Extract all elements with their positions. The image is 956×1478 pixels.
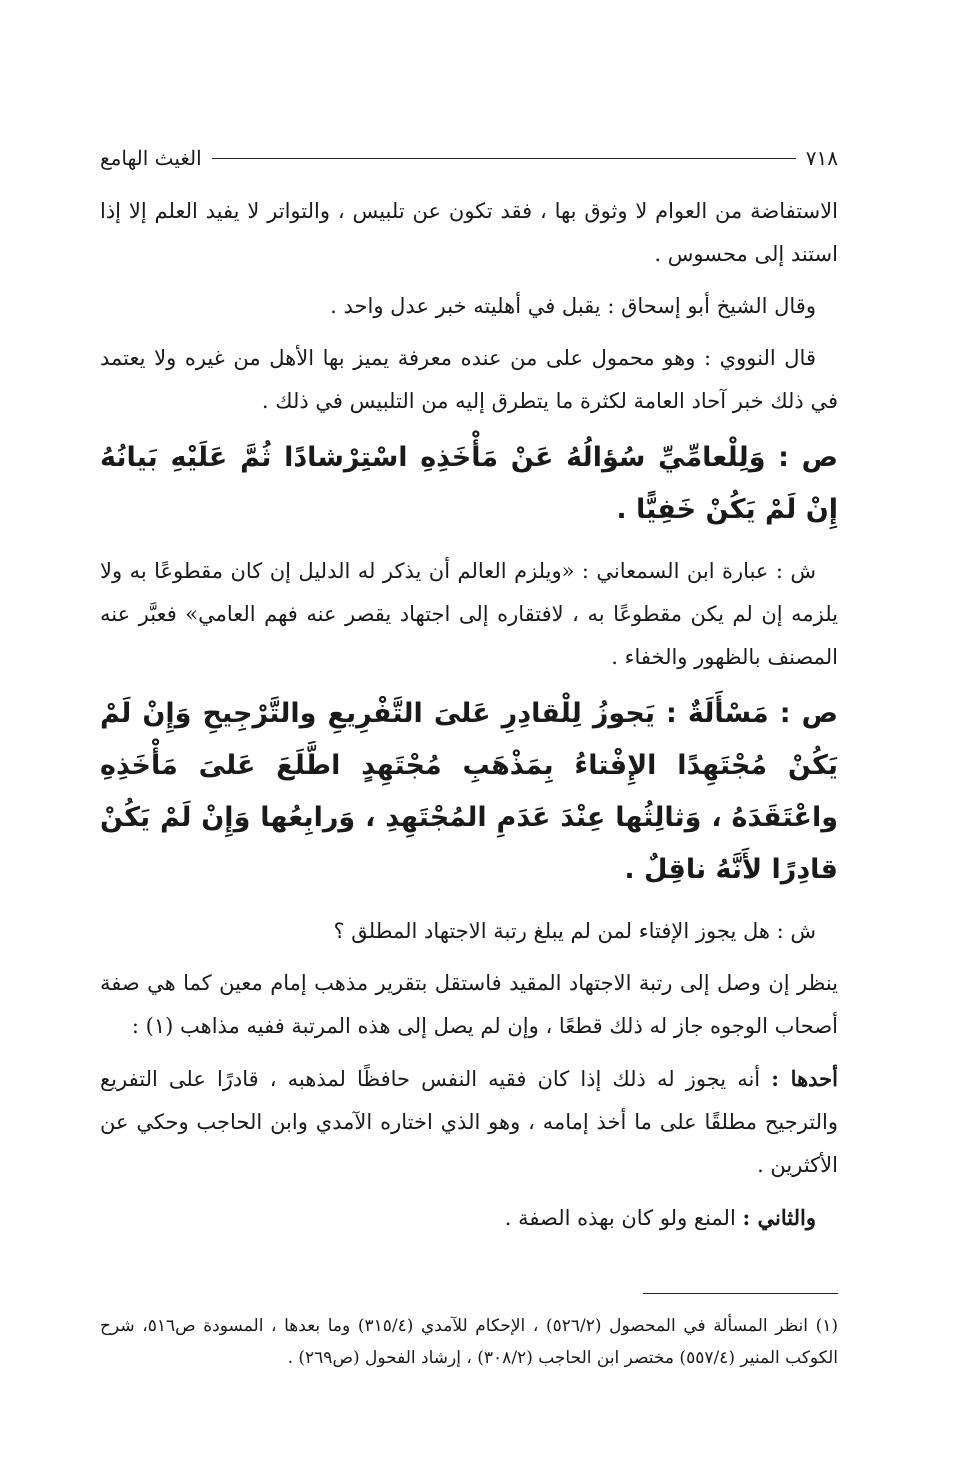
matn-text-1: ص : وَلِلْعامِّيِّ سُؤالُهُ عَنْ مَأْخَذِهِ اسْتِرْشادًا ثُمَّ عَلَيْهِ بَيانُهُ إِنْ لَمْ يَكُنْ خَفِيًّا . <box>100 442 838 525</box>
footnote-1: (١) انظر المسألة في المحصول (٥٢٦/٢) ، الإحكام للآمدي (٣١٥/٤) وما بعدها ، المسودة ص٥١٦، شرح الكوكب المنير (٥٥٧/٤) مختصر ابن الحاجب (٣٠٨/٢) ، إرشاد الفحول (ص٢٦٩) . <box>100 1316 839 1368</box>
first-opinion-text: أنه يجوز له ذلك إذا كان فقيه النفس حافظًا لمذهبه ، قادرًا على التفريع والترجيح مطلقًا على ما أخذ إمامه ، وهو الذي اختاره الآمدي وابن الحاجب وحكي عن الأكثرين . <box>100 1067 838 1177</box>
matn-text-2: ص : مَسْأَلَةٌ : يَجوزُ لِلْقادِرِ عَلىَ التَّفْرِيعِ والتَّرْجِيحِ وَإِنْ لَمْ يَكُنْ مُجْتَهِدًا الإِفْتاءُ بِمَذْهَبِ مُجْتَهِدٍ اطَّلَعَ عَلىَ مَأْخَذِهِ واعْتَقَدَهُ ، وَثالِثُها عِنْدَ عَدَمِ المُجْتَهِدِ ، وَرابِعُها وَإِنْ لَمْ يَكُنْ قادِرًا لأَنَّهُ ناقِلٌ . <box>100 698 838 885</box>
footnote-separator <box>643 1293 838 1294</box>
paragraph-continuation: الاستفاضة من العوام لا وثوق بها ، فقد تكون عن تلبيس ، والتواتر لا يفيد العلم إلا إذا استند إلى محسوس . <box>100 199 838 266</box>
first-opinion-label: أحدها : <box>771 1066 838 1091</box>
commentary-question: ش : هل يجوز الإفتاء لمن لم يبلغ رتبة الاجتهاد المطلق ؟ <box>333 919 816 943</box>
book-title: الغيث الهامع <box>100 146 202 170</box>
header-rule <box>212 158 796 159</box>
footnotes <box>100 1310 838 1374</box>
paragraph-opinions-intro: ينظر إن وصل إلى رتبة الاجتهاد المقيد فاستقل بتقرير مذهب إمام معين كما هي صفة أصحاب الوجوه جاز له ذلك قطعًا ، وإن لم يصل إلى هذه المرتبة ففيه مذاهب (١) : <box>100 971 838 1038</box>
paragraph-first-opinion <box>100 1057 838 1187</box>
second-opinion-label: والثاني : <box>742 1205 816 1230</box>
paragraph-abu-ishaq: وقال الشيخ أبو إسحاق : يقبل في أهليته خبر عدل واحد . <box>330 294 816 318</box>
commentary-samani: ش : عبارة ابن السمعاني : «ويلزم العالم أن يذكر له الدليل إن كان مقطوعًا به ولا يلزمه إن لم يكن مقطوعًا به ، لافتقاره إلى اجتهاد يقصر عنه فهم العامي» فعبَّر عنه المصنف بالظهور والخفاء . <box>100 559 838 669</box>
page-number: ٧١٨ <box>805 146 838 170</box>
running-header <box>100 140 838 176</box>
paragraph-second-opinion <box>100 1196 838 1240</box>
second-opinion-text: المنع ولو كان بهذه الصفة . <box>504 1206 743 1230</box>
paragraph-nawawi: قال النووي : وهو محمول على من عنده معرفة يميز بها الأهل من غيره ولا يعتمد في ذلك خبر آحاد العامة لكثرة ما يتطرق إليه من التلبيس في ذلك . <box>100 346 838 413</box>
page-body <box>100 190 838 1249</box>
